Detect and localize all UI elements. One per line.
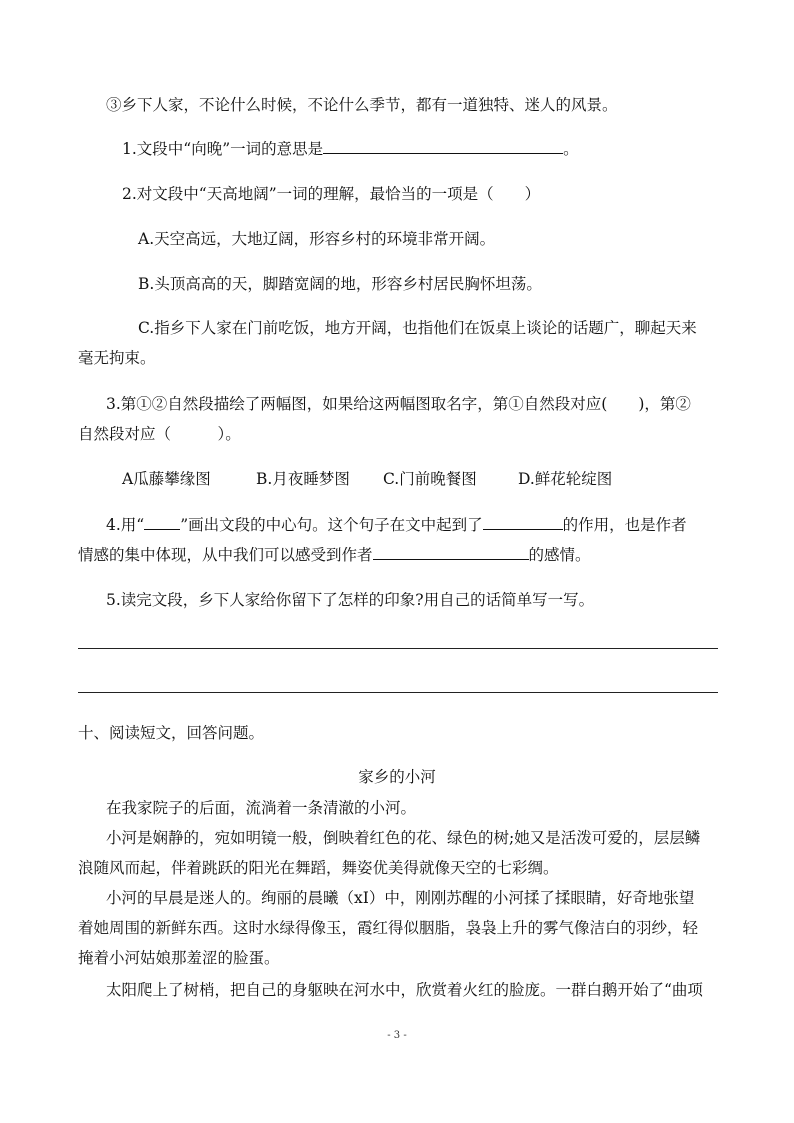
story-paragraph-2-line2: 浪随风而起，伴着跳跃的阳光在舞蹈，舞姿优美得就像天空的七彩绸。 — [78, 859, 559, 877]
option-3a: A瓜藤攀缘图 — [122, 470, 211, 488]
question-4-line1 — [106, 515, 687, 535]
story-paragraph-2-line1: 小河是娴静的，宛如明镜一般，倒映着红色的花、绿色的树;她又是活泼可爱的，层层鳞 — [106, 829, 701, 847]
question-1-end: 。 — [563, 140, 579, 158]
option-3c: C.门前晚餐图 — [383, 470, 477, 488]
underline-mark-sample — [144, 515, 180, 530]
story-paragraph-1: 在我家院子的后面，流淌着一条清澈的小河。 — [106, 799, 417, 817]
page-number: - 3 - — [387, 1030, 407, 1041]
option-3d: D.鲜花轮绽图 — [518, 470, 613, 488]
answer-blank-4b[interactable] — [373, 545, 529, 560]
question-4-text-b: ”画出文段的中心句。这个句子在文中起到了 — [180, 516, 483, 534]
question-4-text-e: 的感情。 — [528, 546, 591, 564]
story-paragraph-3-line2: 着她周围的新鲜东西。这时水绿得像玉，霞红得似胭脂，袅袅上升的雾气像洁白的羽纱，轻 — [78, 919, 699, 937]
option-3b: B.月夜睡梦图 — [256, 470, 350, 488]
question-5: 5.读完文段，乡下人家给你留下了怎样的印象?用自己的话简单写一写。 — [106, 591, 595, 609]
answer-line-2[interactable] — [78, 692, 718, 693]
section-10-heading: 十、阅读短文，回答问题。 — [78, 724, 265, 742]
story-paragraph-3-line3: 掩着小河姑娘那羞涩的脸蛋。 — [78, 949, 280, 967]
question-4-text-a: 4.用“ — [106, 516, 145, 534]
question-4-text-d: 情感的集中体现，从中我们可以感受到作者 — [78, 546, 373, 564]
question-4-text-c: 的作用，也是作者 — [562, 516, 687, 534]
answer-blank-4a[interactable] — [483, 515, 563, 530]
option-2a: A.天空高远，大地辽阔，形容乡村的环境非常开阔。 — [138, 230, 496, 248]
option-2b: B.头顶高高的天，脚踏宽阔的地，形容乡村居民胸怀坦荡。 — [138, 275, 542, 293]
question-3-line2: 自然段对应（ ）。 — [78, 425, 241, 443]
option-2c-line1: C.指乡下人家在门前吃饭，地方开阔，也指他们在饭桌上谈论的话题广，聊起天来 — [138, 319, 697, 337]
paragraph-3: ③乡下人家，不论什么时候，不论什么季节，都有一道独特、迷人的风景。 — [106, 96, 618, 114]
option-2c-line2: 毫无拘束。 — [78, 349, 156, 367]
question-4-line2 — [78, 545, 591, 565]
story-title: 家乡的小河 — [358, 768, 436, 786]
question-1 — [122, 139, 579, 159]
question-1-text: 1.文段中“向晚”一词的意思是 — [122, 140, 324, 158]
question-2: 2.对文段中“天高地阔”一词的理解，最恰当的一项是（ ） — [122, 185, 541, 203]
answer-line-1[interactable] — [78, 648, 718, 649]
question-3-line1: 3.第①②自然段描绘了两幅图，如果给这两幅图取名字，第①自然段对应( )，第② — [106, 395, 691, 413]
story-paragraph-3-line1: 小河的早晨是迷人的。绚丽的晨曦（xI）中，刚刚苏醒的小河揉了揉眼睛，好奇地张望 — [106, 889, 695, 907]
answer-blank-1[interactable] — [323, 139, 563, 154]
story-paragraph-4-line1: 太阳爬上了树梢，把自己的身躯映在河水中，欣赏着火红的脸庞。一群白鹅开始了“曲项 — [106, 981, 703, 999]
